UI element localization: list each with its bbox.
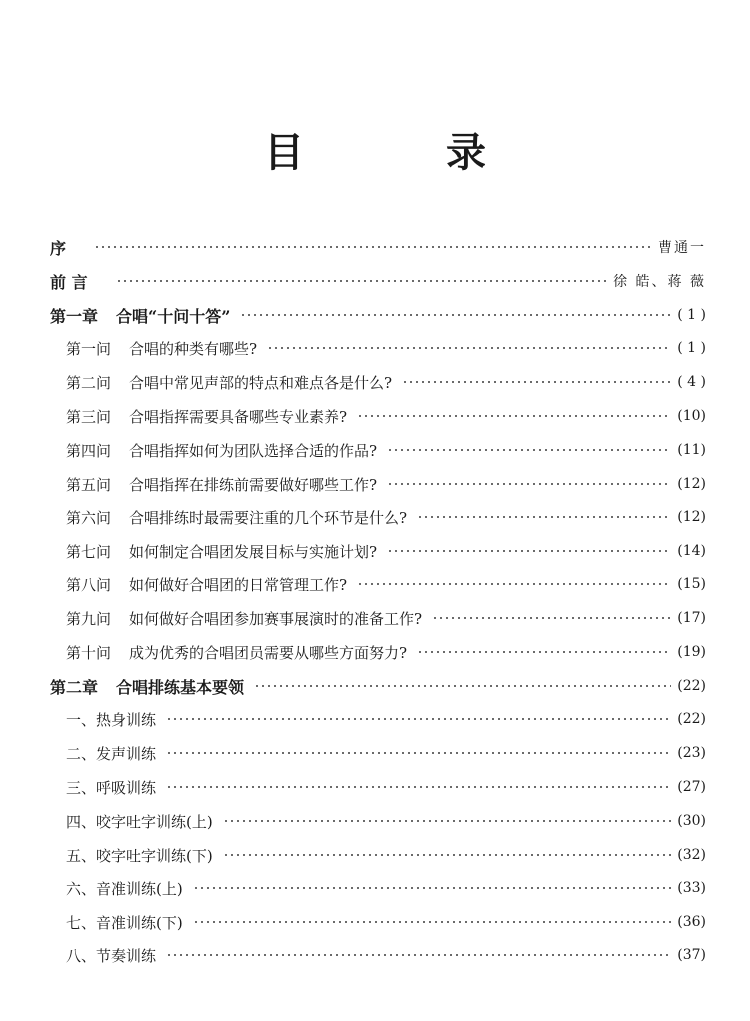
toc-entry-page: (22) bbox=[677, 711, 706, 727]
toc-entry-page: (19) bbox=[677, 644, 706, 660]
toc-entry-label: 第七问 如何制定合唱团发展目标与实施计划? bbox=[66, 542, 378, 561]
dot-leader bbox=[193, 921, 672, 923]
toc-entry-page: (30) bbox=[677, 813, 706, 829]
dot-leader bbox=[387, 550, 671, 552]
toc-entry-page: (32) bbox=[677, 847, 706, 863]
dot-leader bbox=[357, 415, 671, 417]
toc-entry-q8[interactable] bbox=[0, 569, 750, 599]
toc-entry-label: 第二章 合唱排练基本要领 bbox=[50, 677, 245, 697]
toc-entry-page: (33) bbox=[677, 880, 706, 896]
toc-entry-page: (12) bbox=[677, 476, 706, 492]
toc-entry-label: 第八问 如何做好合唱团的日常管理工作? bbox=[66, 575, 348, 594]
toc-entry-section-2[interactable] bbox=[0, 738, 750, 768]
dot-leader bbox=[417, 651, 671, 653]
toc-entry-section-7[interactable] bbox=[0, 907, 750, 937]
toc-entry-q4[interactable] bbox=[0, 435, 750, 465]
toc-entry-page: (11) bbox=[677, 442, 706, 458]
toc-entry-label: 六、音准训练(上) bbox=[66, 879, 183, 898]
dot-leader bbox=[166, 786, 671, 788]
dot-leader bbox=[402, 381, 671, 383]
toc-entry-label: 第三问 合唱指挥需要具备哪些专业素养? bbox=[66, 407, 348, 426]
toc-entry-q1[interactable] bbox=[0, 333, 750, 363]
toc-entry-page: (36) bbox=[677, 914, 706, 930]
toc-entry-label: 序 bbox=[50, 238, 67, 258]
dot-leader bbox=[432, 617, 671, 619]
toc-entry-label: 一、热身训练 bbox=[66, 710, 157, 729]
toc-entry-preface[interactable] bbox=[0, 232, 750, 262]
dot-leader bbox=[387, 449, 671, 451]
toc-entry-page: (22) bbox=[677, 678, 706, 694]
dot-leader bbox=[166, 954, 671, 956]
toc-entry-label: 第六问 合唱排练时最需要注重的几个环节是什么? bbox=[66, 508, 408, 527]
dot-leader bbox=[240, 314, 671, 316]
dot-leader bbox=[223, 854, 672, 856]
dot-leader bbox=[166, 752, 671, 754]
toc-entry-q6[interactable] bbox=[0, 502, 750, 532]
toc-entry-label: 二、发声训练 bbox=[66, 744, 157, 763]
toc-entry-page: (15) bbox=[677, 576, 706, 592]
toc-entry-page: (12) bbox=[677, 509, 706, 525]
dot-leader bbox=[94, 246, 652, 248]
toc-entry-label: 三、呼吸训练 bbox=[66, 778, 157, 797]
page-title: 目 录 bbox=[264, 130, 550, 176]
toc-entry-section-6[interactable] bbox=[0, 873, 750, 903]
toc-entry-q10[interactable] bbox=[0, 637, 750, 667]
toc-entry-q3[interactable] bbox=[0, 401, 750, 431]
toc-entry-page: ( 1 ) bbox=[677, 307, 706, 323]
dot-leader bbox=[254, 685, 671, 687]
toc-entry-page: ( 4 ) bbox=[677, 374, 706, 390]
toc-entry-page: (23) bbox=[677, 745, 706, 761]
toc-entry-label: 八、节奏训练 bbox=[66, 946, 157, 965]
toc-entry-page: (10) bbox=[677, 408, 706, 424]
toc-entry-page: (14) bbox=[677, 543, 706, 559]
toc-entry-section-4[interactable] bbox=[0, 806, 750, 836]
toc-entry-label: 五、咬字吐字训练(下) bbox=[66, 846, 213, 865]
toc-entry-label: 第二问 合唱中常见声部的特点和难点各是什么? bbox=[66, 373, 393, 392]
toc-entry-label: 第十问 成为优秀的合唱团员需要从哪些方面努力? bbox=[66, 643, 408, 662]
toc-entry-q5[interactable] bbox=[0, 469, 750, 499]
toc-entry-label: 第四问 合唱指挥如何为团队选择合适的作品? bbox=[66, 441, 378, 460]
dot-leader bbox=[267, 347, 671, 349]
toc-entry-q7[interactable] bbox=[0, 536, 750, 566]
toc-entry-author: 徐 皓、蒋 薇 bbox=[613, 274, 706, 290]
dot-leader bbox=[357, 583, 671, 585]
dot-leader bbox=[166, 718, 671, 720]
toc-entry-chapter-2[interactable] bbox=[0, 671, 750, 701]
dot-leader bbox=[417, 516, 671, 518]
toc-entry-foreword[interactable] bbox=[0, 266, 750, 296]
dot-leader bbox=[223, 820, 672, 822]
toc-entry-q9[interactable] bbox=[0, 603, 750, 633]
toc-entry-label: 第一问 合唱的种类有哪些? bbox=[66, 339, 258, 358]
toc-entry-label: 四、咬字吐字训练(上) bbox=[66, 812, 213, 831]
toc-entry-section-5[interactable] bbox=[0, 840, 750, 870]
dot-leader bbox=[387, 483, 671, 485]
dot-leader bbox=[116, 280, 608, 282]
toc-entry-page: (37) bbox=[677, 947, 706, 963]
toc-entry-label: 七、音准训练(下) bbox=[66, 913, 183, 932]
toc-entry-chapter-1[interactable] bbox=[0, 300, 750, 330]
dot-leader bbox=[193, 887, 672, 889]
toc-entry-label: 第九问 如何做好合唱团参加赛事展演时的准备工作? bbox=[66, 609, 423, 628]
toc-entry-section-3[interactable] bbox=[0, 772, 750, 802]
toc-entry-q2[interactable] bbox=[0, 367, 750, 397]
toc-entry-author: 曹通一 bbox=[658, 240, 706, 256]
toc-entry-label: 前 言 bbox=[50, 272, 88, 292]
toc-entry-label: 第五问 合唱指挥在排练前需要做好哪些工作? bbox=[66, 475, 378, 494]
toc-entry-page: (27) bbox=[677, 779, 706, 795]
toc-entry-label: 第一章 合唱“十问十答” bbox=[50, 306, 231, 326]
toc-entry-section-1[interactable] bbox=[0, 704, 750, 734]
toc-entry-page: ( 1 ) bbox=[677, 340, 706, 356]
toc-entry-page: (17) bbox=[677, 610, 706, 626]
toc-entry-section-8[interactable] bbox=[0, 940, 750, 970]
